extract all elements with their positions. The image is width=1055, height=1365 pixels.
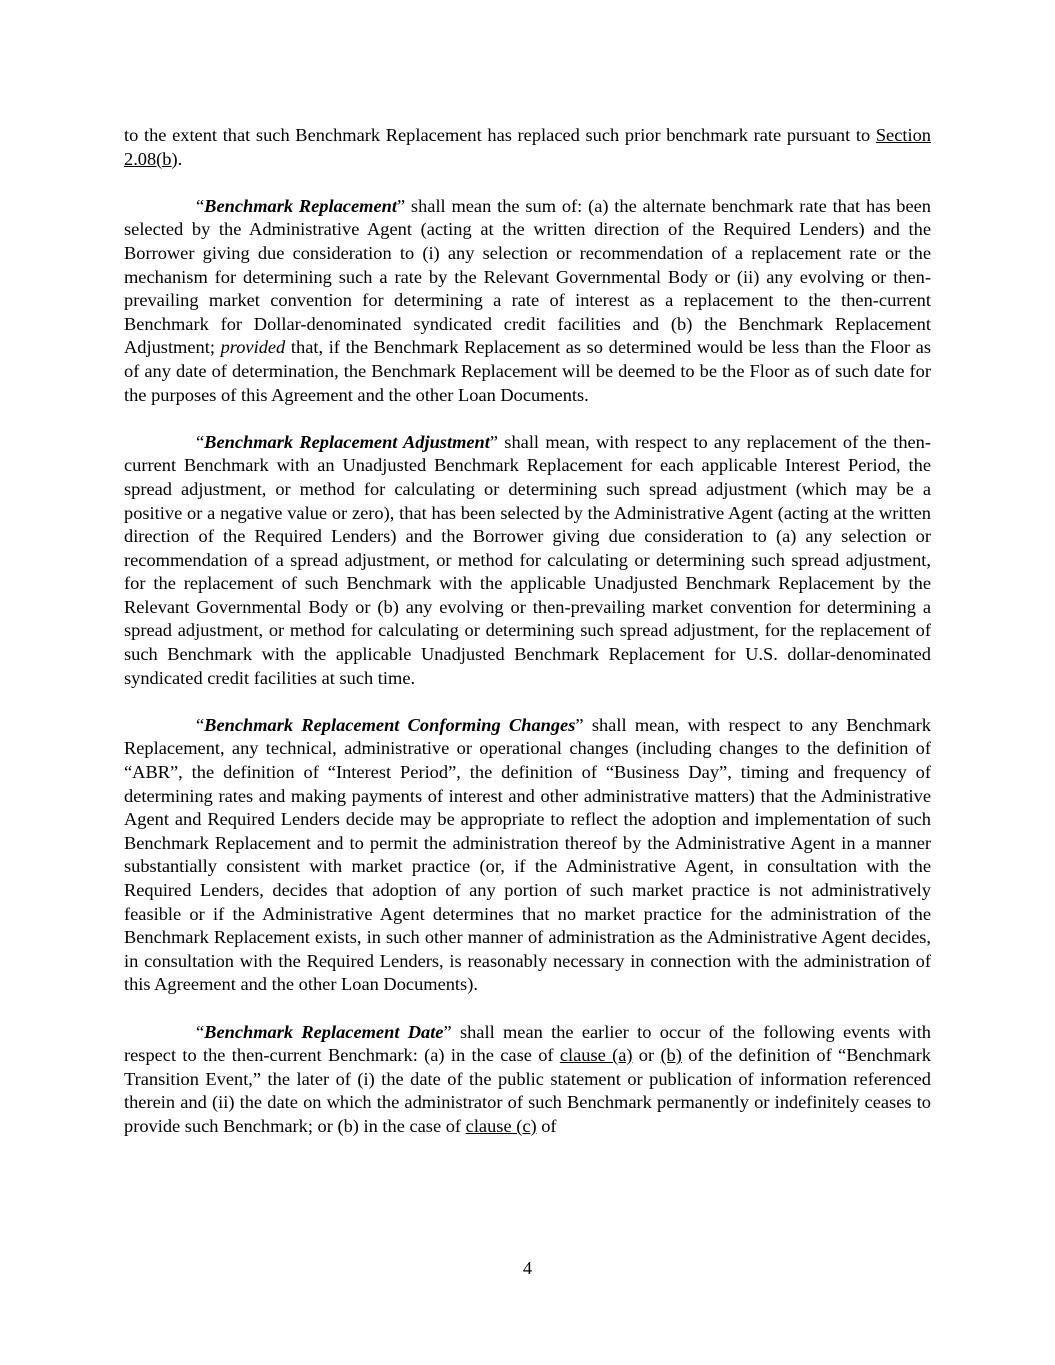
text: of: [536, 1115, 557, 1136]
text: ” shall mean the sum of: (a) the alternate benchmark rate that has been selected by the Administrative Agent (acting at the written direction of the Required Lenders) and the Borrower giving due consideration to (i) any selection or recommendation of a replacement rate or the mechanism for determining such a rate by the Relevant Governmental Body or (ii) any evolving or then-prevailing market convention for determining a rate of interest as a replacement to the then-current Benchmark for Dollar-denominated syndicated credit facilities and (b) the Benchmark Replacement Adjustment;: [124, 195, 931, 358]
document-page: [124, 124, 931, 1162]
defined-term: Benchmark Replacement: [204, 195, 397, 216]
quote-mark: “: [196, 195, 205, 216]
text: .: [177, 148, 183, 169]
definition-benchmark-replacement: [124, 195, 931, 407]
quote-mark: “: [196, 431, 205, 452]
defined-term: Benchmark Replacement Adjustment: [204, 431, 490, 452]
text: that, if the Benchmark Replacement as so determined would be less than the Floor as of any date of determination, the Benchmark Replacement will be deemed to be the Floor as of such date for the purposes of this Agreement and the other Loan Documents.: [124, 337, 931, 405]
clause-b-reference: (b): [660, 1045, 682, 1066]
clause-a-reference: clause (a): [559, 1045, 633, 1066]
defined-term: Benchmark Replacement Conforming Changes: [204, 714, 576, 735]
text: ” shall mean, with respect to any Benchmark Replacement, any technical, administrative or operational changes (including changes to the definition of “ABR”, the definition of “Interest Period”, the definition of “Business Day”, timing and frequency of determining rates and making payments of interest and other administrative matters) that the Administrative Agent and Required Lenders decide may be appropriate to reflect the adoption and implementation of such Benchmark Replacement and to permit the administration thereof by the Administrative Agent in a manner substantially consistent with market practice (or, if the Administrative Agent, in consultation with the Required Lenders, decides that adoption of any portion of such market practice is not administratively feasible or if the Administrative Agent determines that no market practice for the administration of the Benchmark Replacement exists, in such other manner of administration as the Administrative Agent decides, in consultation with the Required Lenders, is reasonably necessary in connection with the administration of this Agreement and the other Loan Documents).: [124, 714, 931, 995]
quote-mark: “: [196, 1021, 205, 1042]
page-number: 4: [522, 1258, 533, 1278]
text: or: [632, 1045, 661, 1066]
paragraph-continuation: [124, 124, 931, 171]
text: ” shall mean, with respect to any replacement of the then-current Benchmark with an Unadjusted Benchmark Replacement for each applicable Interest Period, the spread adjustment, or method for calculating or determining such spread adjustment (which may be a positive or a negative value or zero), that has been selected by the Administrative Agent (acting at the written direction of the Required Lenders) and the Borrower giving due consideration to (a) any selection or recommendation of a spread adjustment, or method for calculating or determining such spread adjustment, for the replacement of such Benchmark with the applicable Unadjusted Benchmark Replacement by the Relevant Governmental Body or (b) any evolving or then-prevailing market convention for determining a spread adjustment, or method for calculating or determining such spread adjustment, for the replacement of such Benchmark with the applicable Unadjusted Benchmark Replacement for U.S. dollar-denominated syndicated credit facilities at such time.: [124, 431, 931, 688]
clause-c-reference: clause (c): [465, 1115, 537, 1136]
quote-mark: “: [196, 714, 205, 735]
text: to the extent that such Benchmark Replacement has replaced such prior benchmark rate pursuant to: [124, 125, 876, 145]
italic-text: provided: [220, 337, 286, 358]
definition-benchmark-replacement-adjustment: [124, 431, 931, 691]
text: ” shall mean the earlier to occur of the following events with respect to the then-current Benchmark: (a) in the case of: [124, 1021, 931, 1066]
definition-benchmark-replacement-conforming-changes: [124, 714, 931, 997]
text: of the definition of “Benchmark Transition Event,” the later of (i) the date of the public statement or publication of information referenced therein and (ii) the date on which the administrator of such Benchmark permanently or indefinitely ceases to provide such Benchmark; or (b) in the case of: [124, 1045, 931, 1136]
section-2-08b-reference: Section 2.08(b): [124, 125, 931, 169]
defined-term: Benchmark Replacement Date: [204, 1021, 444, 1042]
definition-benchmark-replacement-date: [124, 1021, 931, 1139]
